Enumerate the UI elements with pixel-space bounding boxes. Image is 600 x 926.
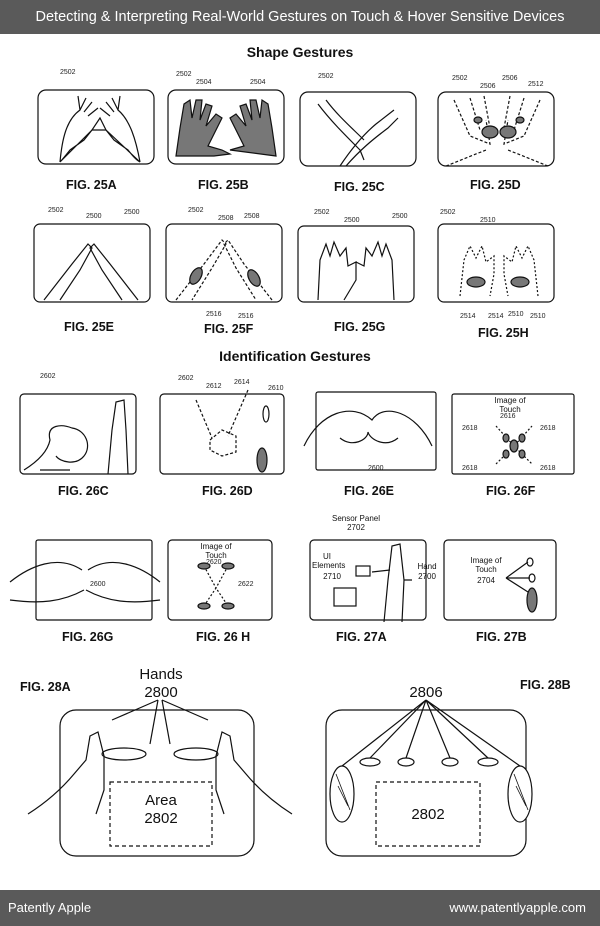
fig-label: FIG. 25A xyxy=(66,178,117,192)
svg-text:2514: 2514 xyxy=(488,313,504,320)
ui-elements-label: UI Elements xyxy=(312,552,346,570)
fig-label: FIG. 26 H xyxy=(196,630,251,644)
svg-text:2502: 2502 xyxy=(60,69,76,76)
fig-label: FIG. 27A xyxy=(336,630,387,644)
hand-ref: 2700 xyxy=(418,572,436,581)
svg-text:2506: 2506 xyxy=(502,75,518,82)
panel-25h xyxy=(438,224,554,302)
image-of-touch-label: Image of Touch xyxy=(200,542,232,560)
svg-text:2610: 2610 xyxy=(268,385,284,392)
svg-text:2504: 2504 xyxy=(196,79,212,86)
fig-label: FIG. 25B xyxy=(198,178,249,192)
sensor-panel-ref: 2702 xyxy=(347,523,365,532)
area-label: Area xyxy=(145,792,177,809)
svg-text:2622: 2622 xyxy=(238,581,254,588)
ui-elements-ref: 2710 xyxy=(323,572,341,581)
svg-text:2618: 2618 xyxy=(462,465,478,472)
fig-label: FIG. 25G xyxy=(334,320,386,334)
svg-text:2502: 2502 xyxy=(440,209,456,216)
panel-26c xyxy=(20,394,136,474)
svg-text:2612: 2612 xyxy=(206,383,222,390)
footer-url[interactable]: www.patentlyapple.com xyxy=(449,900,586,915)
svg-text:2600: 2600 xyxy=(90,581,106,588)
svg-text:2510: 2510 xyxy=(480,217,496,224)
panel-26g xyxy=(36,540,152,620)
svg-text:2602: 2602 xyxy=(40,373,56,380)
svg-text:2514: 2514 xyxy=(460,313,476,320)
hands-ref: 2800 xyxy=(144,684,178,701)
svg-text:2510: 2510 xyxy=(508,311,524,318)
panel-25c xyxy=(300,92,416,166)
section-shape-gestures: Shape Gestures xyxy=(246,44,354,60)
svg-text:2616: 2616 xyxy=(500,413,516,420)
panel-28b xyxy=(326,710,526,856)
ref-2806: 2806 xyxy=(409,684,443,701)
hands-label: Hands xyxy=(139,666,183,683)
fig-label: FIG. 26G xyxy=(62,630,114,644)
footer xyxy=(0,890,600,926)
fig-label: FIG. 26E xyxy=(344,484,395,498)
fig-label: FIG. 25C xyxy=(334,180,385,194)
svg-text:2504: 2504 xyxy=(250,79,266,86)
svg-text:2516: 2516 xyxy=(206,311,222,318)
fig-label: FIG. 27B xyxy=(476,630,527,644)
sensor-panel-label: Sensor Panel xyxy=(331,514,381,523)
svg-text:2600: 2600 xyxy=(368,465,384,472)
fig-label: FIG. 26C xyxy=(58,484,109,498)
svg-text:2500: 2500 xyxy=(124,209,140,216)
image-of-touch-ref-27b: 2704 xyxy=(477,576,495,585)
svg-text:2502: 2502 xyxy=(452,75,468,82)
fig-label: FIG. 25E xyxy=(64,320,115,334)
svg-text:2506: 2506 xyxy=(480,83,496,90)
panel-28a xyxy=(60,710,254,856)
fig-label: FIG. 26D xyxy=(202,484,253,498)
fig-label: FIG. 28A xyxy=(20,680,71,694)
ref-2802-b: 2802 xyxy=(411,806,445,823)
svg-text:2502: 2502 xyxy=(48,207,64,214)
footer-brand: Patently Apple xyxy=(8,900,92,915)
image-of-touch-label: Image of Touch xyxy=(494,396,526,414)
fig-label: FIG. 25F xyxy=(204,322,254,336)
fig-label: FIG. 26F xyxy=(486,484,536,498)
svg-text:2500: 2500 xyxy=(392,213,408,220)
svg-text:2500: 2500 xyxy=(86,213,102,220)
svg-text:2620: 2620 xyxy=(206,559,222,566)
hand-label: Hand xyxy=(417,562,437,571)
svg-text:2510: 2510 xyxy=(530,313,546,320)
image-of-touch-label-27b: Image of Touch xyxy=(470,556,502,574)
svg-text:2618: 2618 xyxy=(540,425,556,432)
panel-26e xyxy=(316,392,436,470)
svg-text:2618: 2618 xyxy=(462,425,478,432)
area-ref: 2802 xyxy=(144,810,178,827)
svg-text:2618: 2618 xyxy=(540,465,556,472)
panel-25a xyxy=(38,90,154,164)
fig-label: FIG. 25H xyxy=(478,326,529,340)
section-identification-gestures: Identification Gestures xyxy=(219,348,371,364)
svg-text:2502: 2502 xyxy=(176,71,192,78)
svg-text:2502: 2502 xyxy=(318,73,334,80)
svg-text:2516: 2516 xyxy=(238,313,254,320)
svg-text:2500: 2500 xyxy=(344,217,360,224)
svg-text:2614: 2614 xyxy=(234,379,250,386)
svg-text:2508: 2508 xyxy=(244,213,260,220)
fig-label: FIG. 25D xyxy=(470,178,521,192)
svg-text:2502: 2502 xyxy=(188,207,204,214)
fig-label: FIG. 28B xyxy=(520,678,571,692)
svg-text:2508: 2508 xyxy=(218,215,234,222)
header-title: Detecting & Interpreting Real-World Gestures on Touch & Hover Sensitive Devices xyxy=(0,0,600,34)
svg-text:2512: 2512 xyxy=(528,81,544,88)
svg-text:2502: 2502 xyxy=(314,209,330,216)
svg-text:2602: 2602 xyxy=(178,375,194,382)
